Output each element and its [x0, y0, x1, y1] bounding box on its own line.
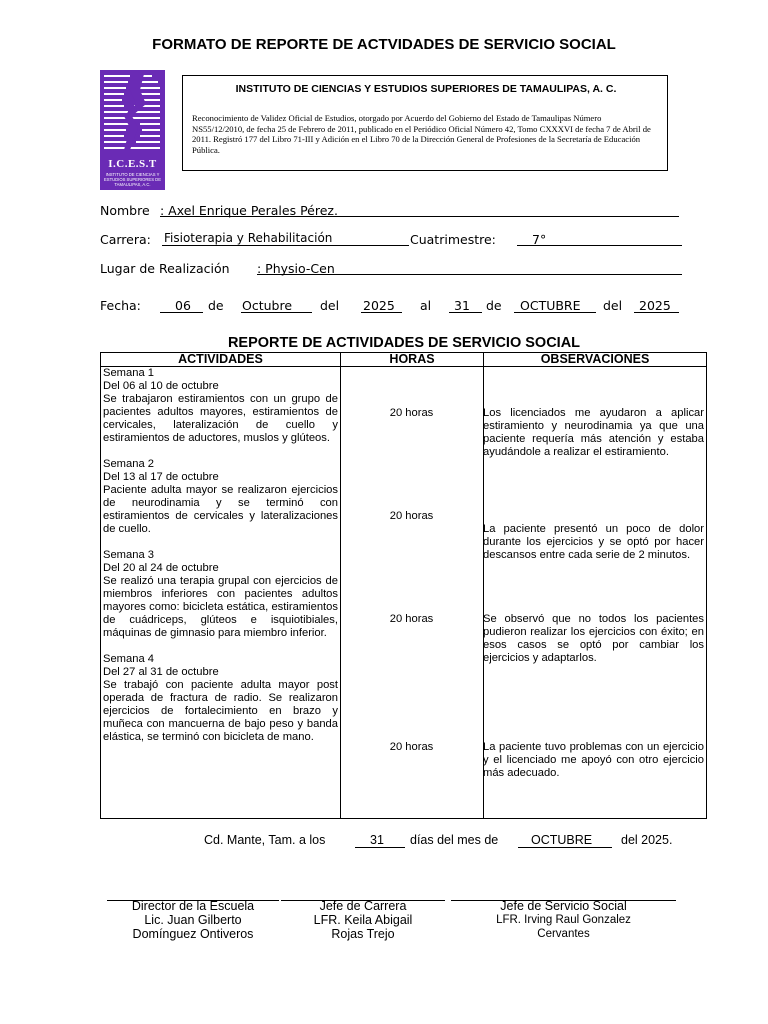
logo-name: I.C.E.S.T: [108, 158, 157, 170]
institution-box: [182, 75, 668, 171]
fecha-month-end-underline: [514, 312, 596, 313]
fecha-label: Fecha:: [100, 298, 141, 313]
observation-week-1: Los licenciados me ayudaron a aplicar estiramiento y neurodinamia ya que una paciente requería más atención y estaba ayudándole a realizar el estiramiento.: [483, 407, 704, 458]
closing-month: OCTUBRE: [531, 833, 593, 847]
hours-week-1: 20 horas: [389, 407, 434, 419]
fecha-year-start-underline: [361, 312, 402, 313]
signature-name: LFR. Irving Raul Gonzalez: [496, 914, 631, 926]
observation-week-4: La paciente tuvo problemas con un ejercicio y el licenciado me apoyó con otro ejercicio más adecuado.: [483, 741, 704, 779]
signature-jefe-servicio: [451, 899, 676, 941]
closing-suffix: del 2025.: [621, 833, 673, 847]
cuatrimestre-underline: [517, 245, 682, 246]
cuatrimestre-label: Cuatrimestre:: [410, 232, 496, 247]
hours-week-2: 20 horas: [389, 510, 434, 522]
fecha-day-end: 31: [454, 298, 470, 313]
logo-subtitle: INSTITUTO DE CIENCIAS Y ESTUDIOS SUPERIORES DE TAMAULIPAS, A.C.: [103, 172, 161, 187]
week-label: Semana 3: [103, 549, 154, 561]
week-activity: Se realizó una terapia grupal con ejercicios de miembros inferiores con pacientes adultos mayores como: bicicleta estática, estiramientos de cuádriceps, glúteos e isquiotibiales, máquinas de gimnasio para miembro inferior.: [103, 575, 338, 639]
lugar-value: : Physio-Cen: [257, 261, 335, 276]
week-activity: Se trabajó con paciente adulta mayor post operada de fractura de radio. Se realizaron ejercicios de fortalecimiento en brazo y muñeca con mancuerna de bajo peso y banda elástica, se terminó con bicicleta de mano.: [103, 679, 338, 743]
fecha-del1: del: [320, 298, 340, 313]
week-2: [103, 458, 338, 536]
carrera-label: Carrera:: [100, 232, 151, 247]
signature-role: Jefe de Carrera: [319, 899, 407, 913]
closing-day-underline: [355, 847, 405, 848]
observation-week-2: La paciente presentó un poco de dolor durante los ejercicios y se optó por hacer descansos entre cada serie de 2 minutos.: [483, 523, 704, 561]
table-header-row: [101, 353, 707, 367]
fecha-day-start-underline: [160, 312, 203, 313]
fecha-month-start-underline: [241, 312, 312, 313]
week-label: Semana 1: [103, 367, 154, 379]
closing-prefix: Cd. Mante, Tam. a los: [204, 833, 326, 847]
fecha-year-end: 2025: [639, 298, 671, 313]
week-label: Semana 2: [103, 458, 154, 470]
fecha-month-start: Octubre: [242, 298, 293, 313]
cuatrimestre-value: 7°: [532, 232, 547, 247]
institution-description: Reconocimiento de Validez Oficial de Estudios, otorgado por Acuerdo del Gobierno del Estado de Tamaulipas Número NS55/12/2010, de fecha 25 de Febrero de 2011, publicado en el Periódico Oficial Número 42, Tomo CXXXVI de fecha 7 de Abril de 2011. Registró 177 del Libro 71-III y Adición en el Libro 70 de la Dirección General de Profesiones de la Secretaría de Educación Pública.: [192, 113, 651, 155]
closing-day: 31: [370, 833, 384, 847]
hours-week-3: 20 horas: [389, 613, 434, 625]
week-activity: Se trabajaron estiramientos con un grupo de pacientes adultos mayores, estiramientos de cervicales, lateralización de cuello y estiramientos de aductores, muslos y glúteos.: [103, 393, 338, 444]
carrera-value: Fisioterapia y Rehabilitación: [164, 231, 333, 245]
header-horas: HORAS: [341, 353, 484, 367]
nombre-value: : Axel Enrique Perales Pérez.: [160, 203, 338, 218]
fecha-year-start: 2025: [363, 298, 395, 313]
week-range: Del 20 al 24 de octubre: [103, 562, 219, 574]
fecha-year-end-underline: [634, 312, 679, 313]
week-range: Del 06 al 10 de octubre: [103, 380, 219, 392]
week-range: Del 13 al 17 de octubre: [103, 471, 219, 483]
nombre-underline: [160, 216, 679, 217]
week-range: Del 27 al 31 de octubre: [103, 666, 219, 678]
fecha-al: al: [420, 298, 432, 313]
activities-cell: [101, 367, 341, 819]
week-4: [103, 653, 338, 744]
document-title: FORMATO DE REPORTE DE ACTVIDADES DE SERVICIO SOCIAL: [152, 36, 616, 53]
observation-week-3: Se observó que no todos los pacientes pudieron realizar los ejercicios con éxito; en esos casos se optó por cambiar los ejercicios y adaptarlos.: [483, 613, 704, 664]
fecha-de2: de: [486, 298, 502, 313]
header-observaciones: OBSERVACIONES: [484, 353, 707, 367]
signature-name: LFR. Keila Abigail: [313, 913, 413, 927]
week-3: [103, 549, 338, 640]
signature-role: Jefe de Servicio Social: [500, 899, 627, 913]
week-activity: Paciente adulta mayor se realizaron ejercicios de neurodinamia y se terminó con estiramientos de cervicales y lateralizaciones de cuello.: [103, 484, 338, 535]
institution-logo: [100, 70, 165, 190]
signature-name: Lic. Juan Gilberto: [144, 913, 242, 927]
nombre-label: Nombre: [100, 203, 150, 218]
institution-name: INSTITUTO DE CIENCIAS Y ESTUDIOS SUPERIORES DE TAMAULIPAS, A. C.: [235, 83, 617, 95]
carrera-underline: [162, 245, 409, 246]
report-title: REPORTE DE ACTIVIDADES DE SERVICIO SOCIAL: [227, 335, 581, 351]
fecha-de1: de: [208, 298, 224, 313]
hours-week-4: 20 horas: [389, 741, 434, 753]
header-actividades: ACTIVIDADES: [101, 353, 341, 367]
fecha-day-end-underline: [449, 312, 482, 313]
week-label: Semana 4: [103, 653, 154, 665]
signature-jefe-carrera: [281, 899, 445, 941]
signature-role: Director de la Escuela: [131, 899, 255, 913]
fecha-del2: del: [603, 298, 623, 313]
signature-name: Cervantes: [537, 928, 590, 940]
lugar-label: Lugar de Realización: [100, 261, 230, 276]
signature-director: [107, 899, 279, 941]
closing-month-underline: [518, 847, 612, 848]
fecha-month-end: OCTUBRE: [520, 298, 581, 313]
signature-name: Rojas Trejo: [331, 927, 395, 941]
logo-emblem-icon: [100, 70, 165, 158]
signature-name: Domínguez Ontiveros: [132, 927, 254, 941]
lugar-underline: [257, 274, 682, 275]
closing-middle: días del mes de: [410, 833, 499, 847]
fecha-day-start: 06: [175, 298, 191, 313]
week-1: [103, 367, 338, 445]
